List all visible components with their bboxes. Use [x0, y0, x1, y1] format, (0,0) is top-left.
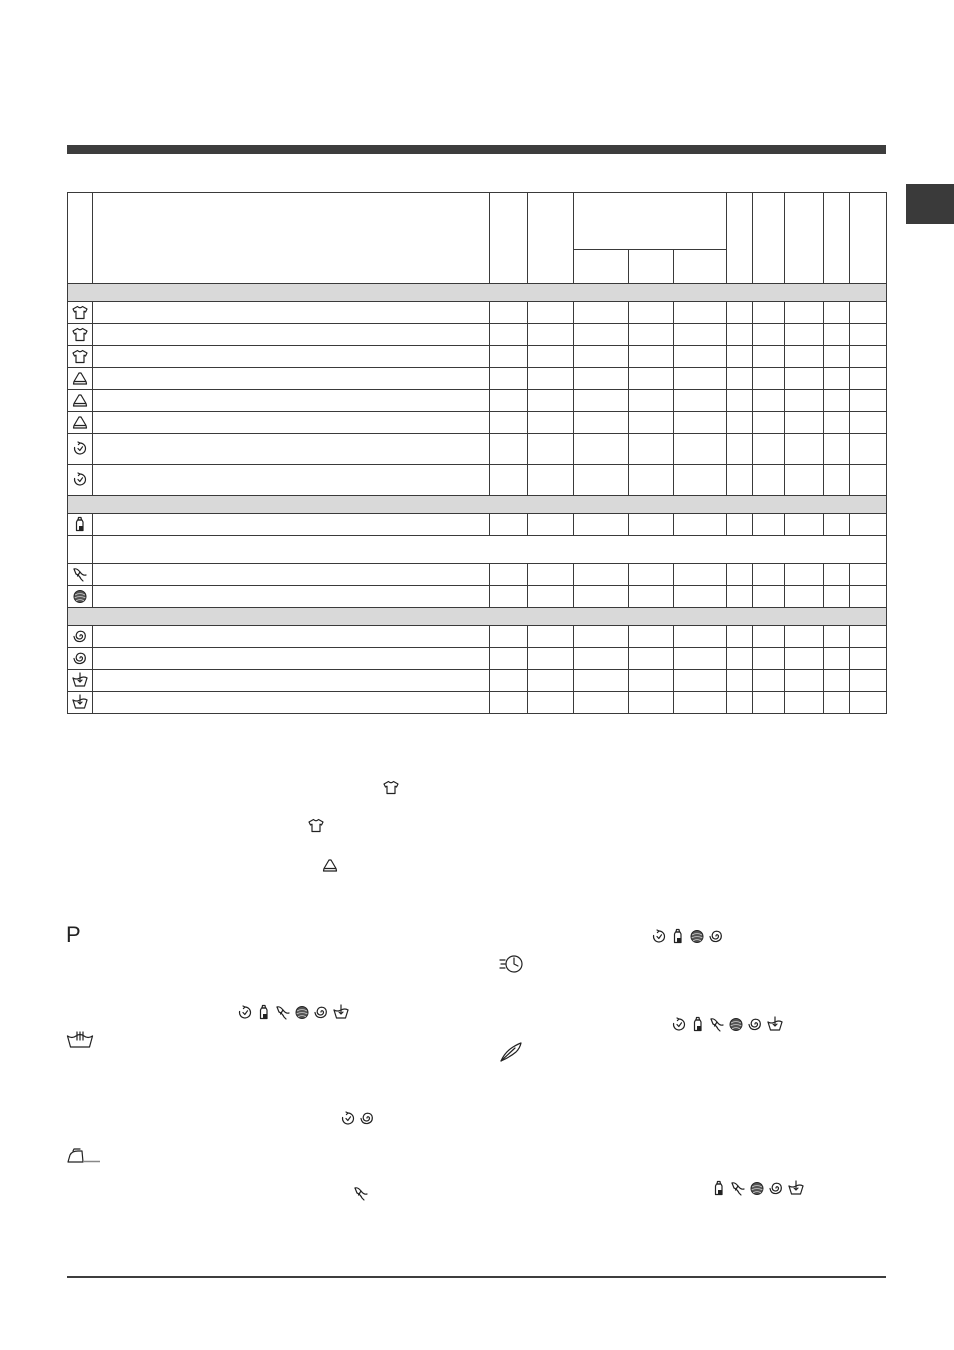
- table-cell: [674, 390, 727, 412]
- note-cell: [93, 536, 887, 564]
- table-cell: [574, 302, 629, 324]
- table-cell: [674, 346, 727, 368]
- inline-icon-group: [499, 953, 525, 975]
- table-cell: [528, 302, 574, 324]
- table-cell: [674, 412, 727, 434]
- super-wash-icon: [499, 953, 525, 975]
- drain-icon: [787, 1180, 805, 1196]
- table-cell: [850, 302, 887, 324]
- inline-icon-group: [308, 818, 324, 833]
- programme-table: [67, 192, 887, 714]
- table-cell: [629, 368, 674, 390]
- icon-cell: [68, 412, 93, 434]
- baby-bottle-icon: [670, 928, 686, 944]
- quick-wash-icon: [72, 472, 88, 487]
- table-cell: [753, 434, 785, 465]
- table-cell: [674, 648, 727, 670]
- table-cell: [93, 626, 490, 648]
- table-cell: [753, 368, 785, 390]
- table-cell: [574, 434, 629, 465]
- table-cell: [629, 390, 674, 412]
- table-cell: [629, 514, 674, 536]
- table-cell: [674, 692, 727, 714]
- table-cell: [528, 390, 574, 412]
- table-cell: [727, 434, 753, 465]
- programme-row: [68, 390, 887, 412]
- table-cell: [785, 302, 824, 324]
- table-cell: [674, 465, 727, 496]
- inline-icon-group: [353, 1186, 369, 1201]
- hat-icon: [72, 415, 88, 430]
- table-cell: [528, 648, 574, 670]
- icon-cell: [68, 670, 93, 692]
- table-cell: [727, 346, 753, 368]
- note-row: [68, 536, 887, 564]
- table-cell: [850, 648, 887, 670]
- table-cell: [528, 564, 574, 586]
- icon-cell: [68, 346, 93, 368]
- programme-row: [68, 434, 887, 465]
- table-cell: [727, 368, 753, 390]
- table-cell: [674, 514, 727, 536]
- programme-row: [68, 692, 887, 714]
- table-cell: [753, 302, 785, 324]
- table-cell: [490, 324, 528, 346]
- table-cell: [629, 346, 674, 368]
- table-cell: [753, 586, 785, 608]
- footer-rule: [67, 1276, 886, 1278]
- table-cell: [93, 434, 490, 465]
- programme-row: [68, 368, 887, 390]
- section-band-cell: [68, 608, 887, 626]
- spin-icon: [72, 628, 88, 644]
- table-cell: [629, 302, 674, 324]
- table-cell: [93, 692, 490, 714]
- table-cell: [528, 324, 574, 346]
- programme-row: [68, 346, 887, 368]
- programme-row: [68, 324, 887, 346]
- table-cell: [824, 670, 850, 692]
- table-cell: [753, 390, 785, 412]
- shirt-icon: [308, 818, 324, 833]
- section-letter: P: [66, 922, 81, 947]
- icon-cell: [68, 514, 93, 536]
- table-cell: [629, 586, 674, 608]
- table-cell: [824, 368, 850, 390]
- table-cell: [490, 302, 528, 324]
- inline-icon-group: [66, 1031, 94, 1049]
- header-cell: [850, 193, 887, 284]
- table-cell: [93, 412, 490, 434]
- shirt-icon: [383, 780, 399, 795]
- table-cell: [753, 346, 785, 368]
- table-cell: [574, 626, 629, 648]
- table-cell: [850, 324, 887, 346]
- table-cell: [674, 564, 727, 586]
- table-cell: [850, 434, 887, 465]
- table-cell: [574, 390, 629, 412]
- table-cell: [753, 514, 785, 536]
- quick-wash-icon: [340, 1111, 356, 1126]
- table-cell: [727, 626, 753, 648]
- quick-wash-icon: [671, 1017, 687, 1032]
- table-cell: [490, 692, 528, 714]
- table-cell: [629, 412, 674, 434]
- section-band-cell: [68, 496, 887, 514]
- inline-icon-group: [711, 1180, 805, 1196]
- table-cell: [93, 302, 490, 324]
- table-cell: [93, 368, 490, 390]
- icon-cell: [68, 390, 93, 412]
- baby-bottle-icon: [72, 516, 88, 532]
- table-cell: [824, 434, 850, 465]
- wool-icon: [749, 1181, 765, 1196]
- table-cell: [824, 465, 850, 496]
- table-cell: [574, 586, 629, 608]
- table-cell: [528, 368, 574, 390]
- wool-icon: [689, 929, 705, 944]
- programme-row: [68, 465, 887, 496]
- table-cell: [574, 648, 629, 670]
- table-cell: [674, 324, 727, 346]
- quick-wash-icon: [72, 441, 88, 456]
- shirt-icon: [72, 305, 88, 320]
- table-cell: [93, 514, 490, 536]
- table-cell: [850, 368, 887, 390]
- icon-cell: [68, 536, 93, 564]
- table-cell: [824, 564, 850, 586]
- table-cell: [674, 434, 727, 465]
- table-cell: [528, 670, 574, 692]
- table-cell: [785, 434, 824, 465]
- table-cell: [785, 670, 824, 692]
- table-cell: [727, 412, 753, 434]
- table-cell: [574, 692, 629, 714]
- table-cell: [824, 586, 850, 608]
- programme-row: [68, 586, 887, 608]
- table-cell: [574, 412, 629, 434]
- table-cell: [93, 586, 490, 608]
- table-cell: [824, 302, 850, 324]
- table-cell: [785, 412, 824, 434]
- table-cell: [850, 692, 887, 714]
- table-cell: [490, 368, 528, 390]
- header-cell: [727, 193, 753, 284]
- table-cell: [850, 390, 887, 412]
- inline-icon-group: [340, 1110, 375, 1126]
- table-cell: [727, 648, 753, 670]
- table-cell: [490, 564, 528, 586]
- icon-cell: [68, 302, 93, 324]
- baby-bottle-icon: [256, 1004, 272, 1020]
- wash-tub-icon: [66, 1031, 94, 1049]
- table-cell: [727, 465, 753, 496]
- table-cell: [727, 390, 753, 412]
- table-cell: [850, 586, 887, 608]
- table-cell: [674, 586, 727, 608]
- silk-icon: [353, 1186, 369, 1201]
- spin-icon: [768, 1180, 784, 1196]
- subheader-cell: [629, 250, 674, 284]
- table-cell: [528, 692, 574, 714]
- table-cell: [785, 324, 824, 346]
- table-cell: [574, 346, 629, 368]
- table-cell: [753, 564, 785, 586]
- icon-cell: [68, 626, 93, 648]
- wool-icon: [72, 589, 88, 604]
- table-cell: [93, 670, 490, 692]
- spin-icon: [72, 650, 88, 666]
- inline-icon-group: [499, 1042, 523, 1062]
- programme-row: [68, 412, 887, 434]
- table-cell: [528, 514, 574, 536]
- section-band-cell: [68, 284, 887, 302]
- subheader-cell: [574, 250, 629, 284]
- icon-cell: [68, 434, 93, 465]
- programme-row: [68, 514, 887, 536]
- table-cell: [785, 626, 824, 648]
- table-cell: [850, 346, 887, 368]
- table-cell: [490, 586, 528, 608]
- icon-cell: [68, 692, 93, 714]
- quick-wash-icon: [237, 1005, 253, 1020]
- programme-row: [68, 670, 887, 692]
- icon-cell: [68, 586, 93, 608]
- table-cell: [574, 368, 629, 390]
- table-cell: [785, 514, 824, 536]
- table-cell: [785, 586, 824, 608]
- wool-icon: [728, 1017, 744, 1032]
- table-cell: [674, 368, 727, 390]
- table-cell: [490, 434, 528, 465]
- table-cell: [727, 514, 753, 536]
- silk-icon: [275, 1005, 291, 1020]
- icon-cell: [68, 564, 93, 586]
- icon-cell: [68, 368, 93, 390]
- table-cell: [629, 434, 674, 465]
- table-cell: [824, 514, 850, 536]
- table-cell: [574, 514, 629, 536]
- table-cell: [574, 670, 629, 692]
- table-cell: [785, 692, 824, 714]
- table-cell: [727, 670, 753, 692]
- table-cell: [490, 465, 528, 496]
- header-cell: [68, 193, 93, 284]
- shirt-icon: [72, 349, 88, 364]
- header-cell: [753, 193, 785, 284]
- programme-row: [68, 564, 887, 586]
- table-cell: [629, 465, 674, 496]
- table-cell: [574, 324, 629, 346]
- feather-icon: [499, 1042, 523, 1062]
- shirt-icon: [72, 327, 88, 342]
- table-cell: [528, 434, 574, 465]
- table-cell: [785, 648, 824, 670]
- table-cell: [785, 390, 824, 412]
- table-cell: [753, 324, 785, 346]
- table-cell: [528, 626, 574, 648]
- table-cell: [93, 465, 490, 496]
- table-cell: [93, 346, 490, 368]
- drain-icon: [766, 1016, 784, 1032]
- drain-icon: [71, 672, 89, 688]
- hat-icon: [322, 858, 338, 873]
- table-cell: [824, 390, 850, 412]
- table-cell: [727, 564, 753, 586]
- table-cell: [753, 626, 785, 648]
- table-cell: [528, 465, 574, 496]
- table-cell: [574, 564, 629, 586]
- header-cell: [490, 193, 528, 284]
- header-group-cell: [574, 193, 727, 250]
- hat-icon: [72, 393, 88, 408]
- table-cell: [490, 648, 528, 670]
- table-cell: [629, 692, 674, 714]
- header-cell: [93, 193, 490, 284]
- table-cell: [93, 564, 490, 586]
- table-cell: [629, 648, 674, 670]
- table-cell: [490, 514, 528, 536]
- table-cell: [850, 514, 887, 536]
- inline-icon-group: [671, 1016, 784, 1032]
- table-cell: [574, 465, 629, 496]
- baby-bottle-icon: [711, 1180, 727, 1196]
- table-cell: [824, 324, 850, 346]
- table-cell: [824, 648, 850, 670]
- table-cell: [490, 412, 528, 434]
- section-band-row: [68, 496, 887, 514]
- table-cell: [850, 564, 887, 586]
- inline-icon-group: [651, 928, 724, 944]
- header-cell: [824, 193, 850, 284]
- table-cell: [528, 412, 574, 434]
- table-cell: [753, 465, 785, 496]
- table-cell: [753, 412, 785, 434]
- table-cell: [674, 626, 727, 648]
- table-cell: [850, 412, 887, 434]
- table-cell: [629, 324, 674, 346]
- inline-icon-group: [383, 780, 399, 795]
- silk-icon: [709, 1017, 725, 1032]
- drain-icon: [332, 1004, 350, 1020]
- programme-row: [68, 626, 887, 648]
- section-tab-marker: [906, 184, 954, 224]
- table-header-row: [68, 193, 887, 250]
- header-cell: [528, 193, 574, 284]
- subheader-cell: [674, 250, 727, 284]
- table-cell: [850, 465, 887, 496]
- spin-icon: [313, 1004, 329, 1020]
- table-cell: [490, 626, 528, 648]
- table-cell: [528, 346, 574, 368]
- table-cell: [674, 670, 727, 692]
- table-cell: [850, 670, 887, 692]
- inline-icon-group: [322, 858, 338, 873]
- baby-bottle-icon: [690, 1016, 706, 1032]
- silk-icon: [72, 567, 88, 582]
- icon-cell: [68, 648, 93, 670]
- header-rule: [67, 145, 886, 154]
- table-cell: [824, 412, 850, 434]
- table-cell: [727, 692, 753, 714]
- table-cell: [753, 648, 785, 670]
- table-cell: [850, 626, 887, 648]
- programme-row: [68, 648, 887, 670]
- hat-icon: [72, 371, 88, 386]
- table-cell: [490, 390, 528, 412]
- table-cell: [824, 626, 850, 648]
- table-cell: [528, 586, 574, 608]
- table-cell: [753, 692, 785, 714]
- header-cell: [785, 193, 824, 284]
- table-cell: [629, 626, 674, 648]
- table-cell: [785, 564, 824, 586]
- table-cell: [93, 390, 490, 412]
- quick-wash-icon: [651, 929, 667, 944]
- table-cell: [490, 670, 528, 692]
- inline-icon-group: [237, 1004, 350, 1020]
- table-cell: [93, 324, 490, 346]
- section-band-row: [68, 284, 887, 302]
- icon-cell: [68, 465, 93, 496]
- spin-icon: [747, 1016, 763, 1032]
- wool-icon: [294, 1005, 310, 1020]
- silk-icon: [730, 1181, 746, 1196]
- table-cell: [674, 302, 727, 324]
- table-cell: [824, 346, 850, 368]
- spin-icon: [359, 1110, 375, 1126]
- spin-icon: [708, 928, 724, 944]
- table-cell: [727, 324, 753, 346]
- icon-cell: [68, 324, 93, 346]
- table-cell: [753, 670, 785, 692]
- table-cell: [785, 346, 824, 368]
- table-cell: [629, 670, 674, 692]
- table-cell: [785, 368, 824, 390]
- table-cell: [785, 465, 824, 496]
- table-cell: [727, 302, 753, 324]
- table-cell: [93, 648, 490, 670]
- table-cell: [629, 564, 674, 586]
- table-cell: [490, 346, 528, 368]
- table-cell: [824, 692, 850, 714]
- inline-icon-group: [66, 1148, 102, 1164]
- drain-icon: [71, 694, 89, 710]
- iron-icon: [66, 1148, 102, 1164]
- section-band-row: [68, 608, 887, 626]
- programme-row: [68, 302, 887, 324]
- table-cell: [727, 586, 753, 608]
